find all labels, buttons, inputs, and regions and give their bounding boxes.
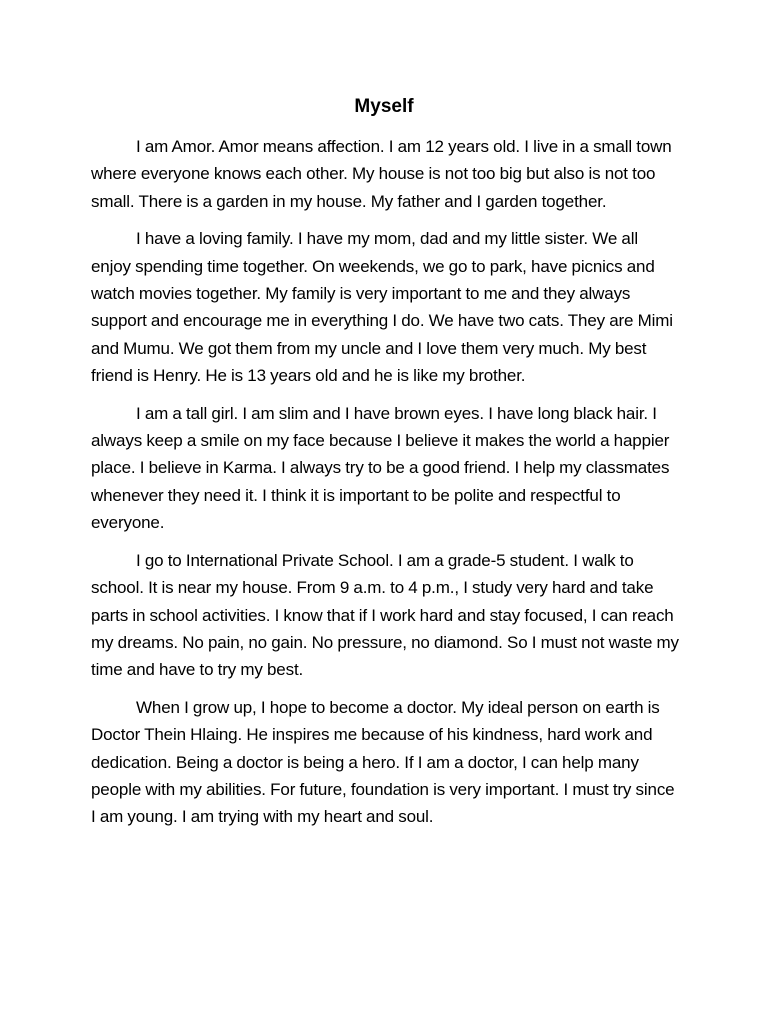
paragraph-school: I go to International Private School. I am a grade-5 student. I walk to school. It is near my house. From 9 a.m. to 4 p.m., I study very hard and take parts in school activities. I know that if I work hard and stay focused, I can reach my dreams. No pain, no gain. No pressure, no diamond. So I must not waste my time and have to try my best. <box>91 550 679 680</box>
paragraph-family: I have a loving family. I have my mom, dad and my little sister. We all enjoy spending time together. On weekends, we go to park, have picnics and watch movies together. My family is very important to me and they always support and encourage me in everything I do. We have two cats. They are Mimi and Mumu. We got them from my uncle and I love them very much. My best friend is Henry. He is 13 years old and he is like my brother. <box>91 229 673 386</box>
paragraph-appearance: I am a tall girl. I am slim and I have brown eyes. I have long black hair. I always keep a smile on my face because I believe it makes the world a happier place. I believe in Karma. I always try to be a good friend. I help my classmates whenever they need it. I think it is important to be polite and respectful to everyone. <box>91 403 670 533</box>
essay-body <box>91 133 681 841</box>
paragraph-future: When I grow up, I hope to become a doctor. My ideal person on earth is Doctor Thein Hlaing. He inspires me because of his kindness, hard work and dedication. Being a doctor is being a hero. If I am a doctor, I can help many people with my abilities. For future, foundation is very important. I must try since I am young. I am trying with my heart and soul. <box>91 697 675 827</box>
page-title: Myself <box>354 96 414 117</box>
paragraph-intro: I am Amor. Amor means affection. I am 12 years old. I live in a small town where everyone knows each other. My house is not too big but also is not too small. There is a garden in my house. My father and I garden together. <box>91 137 672 211</box>
